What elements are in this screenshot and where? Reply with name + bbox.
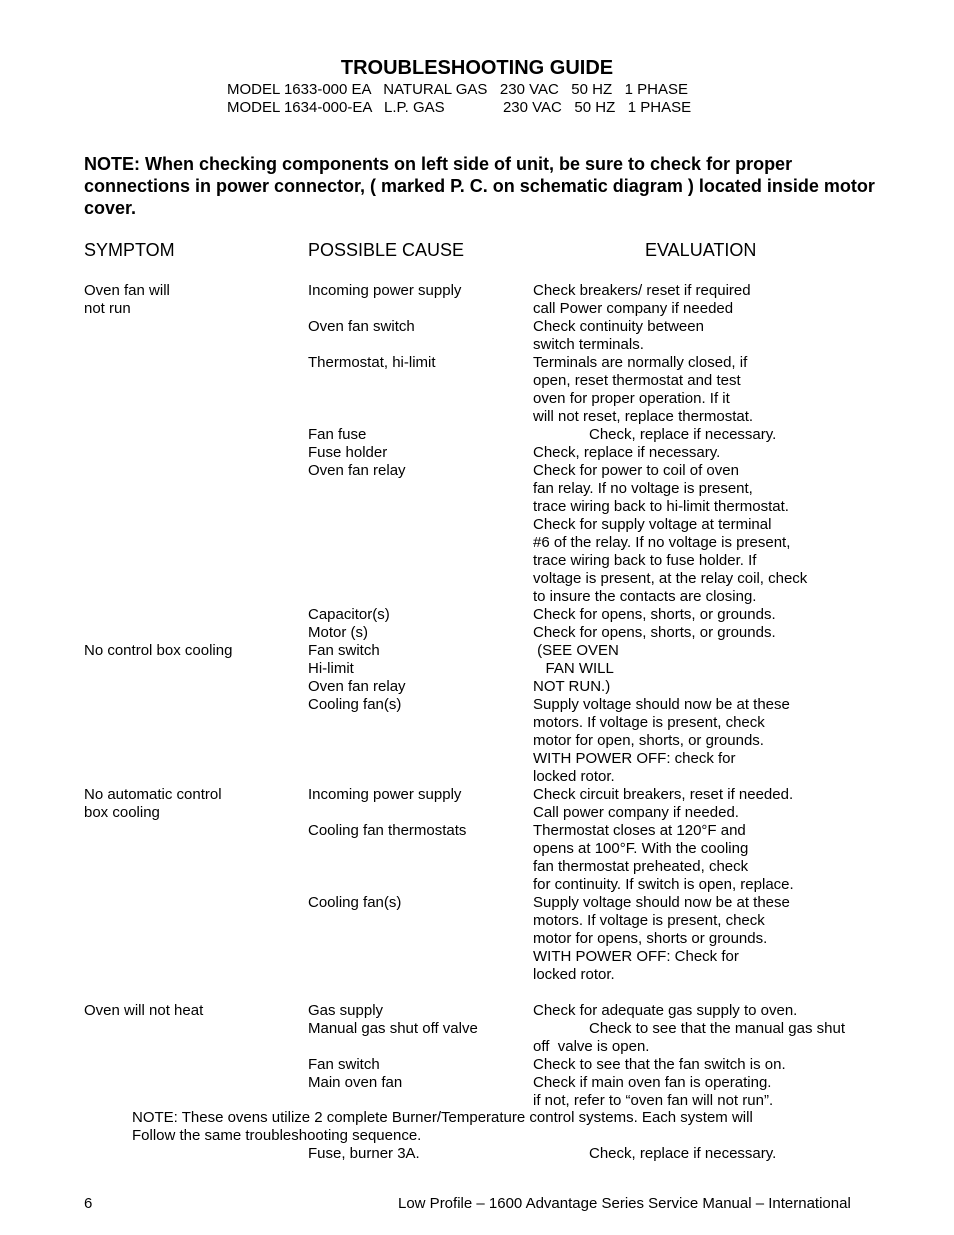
cause-cell: Fuse holder: [308, 444, 388, 461]
evaluation-cell: locked rotor.: [533, 768, 615, 785]
evaluation-cell: FAN WILL: [533, 660, 614, 677]
model-line-1: MODEL 1633-000 EA NATURAL GAS 230 VAC 50 HZ 1 PHASE: [227, 81, 689, 98]
model-line-2: MODEL 1634-000-EA L.P. GAS 230 VAC 50 HZ 1 PHASE: [227, 99, 692, 116]
warning-note: NOTE: When checking components on left side of unit, be sure to check for proper connections in power connector, ( marked P. C. on schematic diagram ) located inside motor cover.: [84, 154, 875, 218]
systems-note-line: NOTE: These ovens utilize 2 complete Burner/Temperature control systems. Each system will: [132, 1109, 753, 1126]
cause-cell: Cooling fan thermostats: [308, 822, 467, 839]
evaluation-cell: open, reset thermostat and test: [533, 372, 741, 389]
symptom-cell: Oven will not heat: [84, 1002, 204, 1019]
evaluation-cell: Check for supply voltage at terminal: [533, 516, 772, 533]
evaluation-cell: Check, replace if necessary.: [533, 444, 721, 461]
cause-cell: Incoming power supply: [308, 786, 462, 803]
evaluation-cell: Call power company if needed.: [533, 804, 739, 821]
evaluation-cell: Check if main oven fan is operating.: [533, 1074, 772, 1091]
final-cause: Fuse, burner 3A.: [308, 1145, 420, 1162]
cause-cell: Oven fan relay: [308, 678, 406, 695]
evaluation-cell: Check to see that the manual gas shut: [589, 1020, 845, 1037]
cause-cell: Fan switch: [308, 642, 380, 659]
evaluation-cell: for continuity. If switch is open, replace.: [533, 876, 794, 893]
evaluation-cell: motors. If voltage is present, check: [533, 714, 765, 731]
cause-cell: Capacitor(s): [308, 606, 390, 623]
evaluation-cell: trace wiring back to hi-limit thermostat.: [533, 498, 789, 515]
evaluation-cell: Check, replace if necessary.: [589, 426, 777, 443]
evaluation-cell: WITH POWER OFF: check for: [533, 750, 736, 767]
evaluation-cell: trace wiring back to fuse holder. If: [533, 552, 757, 569]
symptom-cell: No automatic control: [84, 786, 222, 803]
evaluation-cell: Check circuit breakers, reset if needed.: [533, 786, 794, 803]
evaluation-cell: NOT RUN.): [533, 678, 611, 695]
evaluation-cell: oven for proper operation. If it: [533, 390, 730, 407]
evaluation-cell: #6 of the relay. If no voltage is present,: [533, 534, 791, 551]
evaluation-cell: Supply voltage should now be at these: [533, 894, 790, 911]
systems-note-line: Follow the same troubleshooting sequence.: [132, 1127, 422, 1144]
evaluation-cell: off valve is open.: [533, 1038, 650, 1055]
cause-cell: Main oven fan: [308, 1074, 403, 1091]
footer-manual-title: Low Profile – 1600 Advantage Series Service Manual – International: [398, 1195, 851, 1212]
evaluation-cell: Check for opens, shorts, or grounds.: [533, 624, 776, 641]
cause-cell: Oven fan switch: [308, 318, 415, 335]
symptom-cell: box cooling: [84, 804, 160, 821]
page-number: 6: [84, 1195, 93, 1212]
cause-cell: Incoming power supply: [308, 282, 462, 299]
evaluation-cell: motor for opens, shorts or grounds.: [533, 930, 768, 947]
evaluation-cell: Check for power to coil of oven: [533, 462, 739, 479]
evaluation-cell: Check breakers/ reset if required: [533, 282, 751, 299]
evaluation-cell: Thermostat closes at 120°F and: [533, 822, 746, 839]
evaluation-cell: motors. If voltage is present, check: [533, 912, 765, 929]
cause-cell: Cooling fan(s): [308, 696, 402, 713]
evaluation-cell: WITH POWER OFF: Check for: [533, 948, 739, 965]
cause-cell: Thermostat, hi-limit: [308, 354, 436, 371]
evaluation-cell: Check continuity between: [533, 318, 704, 335]
cause-cell: Manual gas shut off valve: [308, 1020, 478, 1037]
evaluation-cell: motor for open, shorts, or grounds.: [533, 732, 764, 749]
evaluation-cell: call Power company if needed: [533, 300, 734, 317]
cause-cell: Oven fan relay: [308, 462, 406, 479]
evaluation-cell: switch terminals.: [533, 336, 644, 353]
evaluation-cell: Check for adequate gas supply to oven.: [533, 1002, 798, 1019]
final-evaluation: Check, replace if necessary.: [589, 1145, 777, 1162]
column-header-evaluation: EVALUATION: [645, 240, 757, 260]
cause-cell: Gas supply: [308, 1002, 384, 1019]
evaluation-cell: Supply voltage should now be at these: [533, 696, 790, 713]
cause-cell: Cooling fan(s): [308, 894, 402, 911]
evaluation-cell: opens at 100°F. With the cooling: [533, 840, 749, 857]
evaluation-cell: Terminals are normally closed, if: [533, 354, 748, 371]
cause-cell: Motor (s): [308, 624, 368, 641]
symptom-cell: No control box cooling: [84, 642, 233, 659]
evaluation-cell: to insure the contacts are closing.: [533, 588, 757, 605]
evaluation-cell: if not, refer to “oven fan will not run”.: [533, 1092, 774, 1109]
cause-cell: Hi-limit: [308, 660, 354, 677]
symptom-cell: not run: [84, 300, 131, 317]
column-header-symptom: SYMPTOM: [84, 240, 175, 260]
page-title: TROUBLESHOOTING GUIDE: [340, 57, 614, 79]
evaluation-cell: Check to see that the fan switch is on.: [533, 1056, 786, 1073]
evaluation-cell: Check for opens, shorts, or grounds.: [533, 606, 776, 623]
evaluation-cell: (SEE OVEN: [533, 642, 619, 659]
evaluation-cell: fan thermostat preheated, check: [533, 858, 749, 875]
evaluation-cell: will not reset, replace thermostat.: [533, 408, 754, 425]
cause-cell: Fan fuse: [308, 426, 367, 443]
symptom-cell: Oven fan will: [84, 282, 170, 299]
column-header-cause: POSSIBLE CAUSE: [308, 240, 465, 260]
evaluation-cell: fan relay. If no voltage is present,: [533, 480, 753, 497]
evaluation-cell: locked rotor.: [533, 966, 615, 983]
evaluation-cell: voltage is present, at the relay coil, check: [533, 570, 808, 587]
cause-cell: Fan switch: [308, 1056, 380, 1073]
